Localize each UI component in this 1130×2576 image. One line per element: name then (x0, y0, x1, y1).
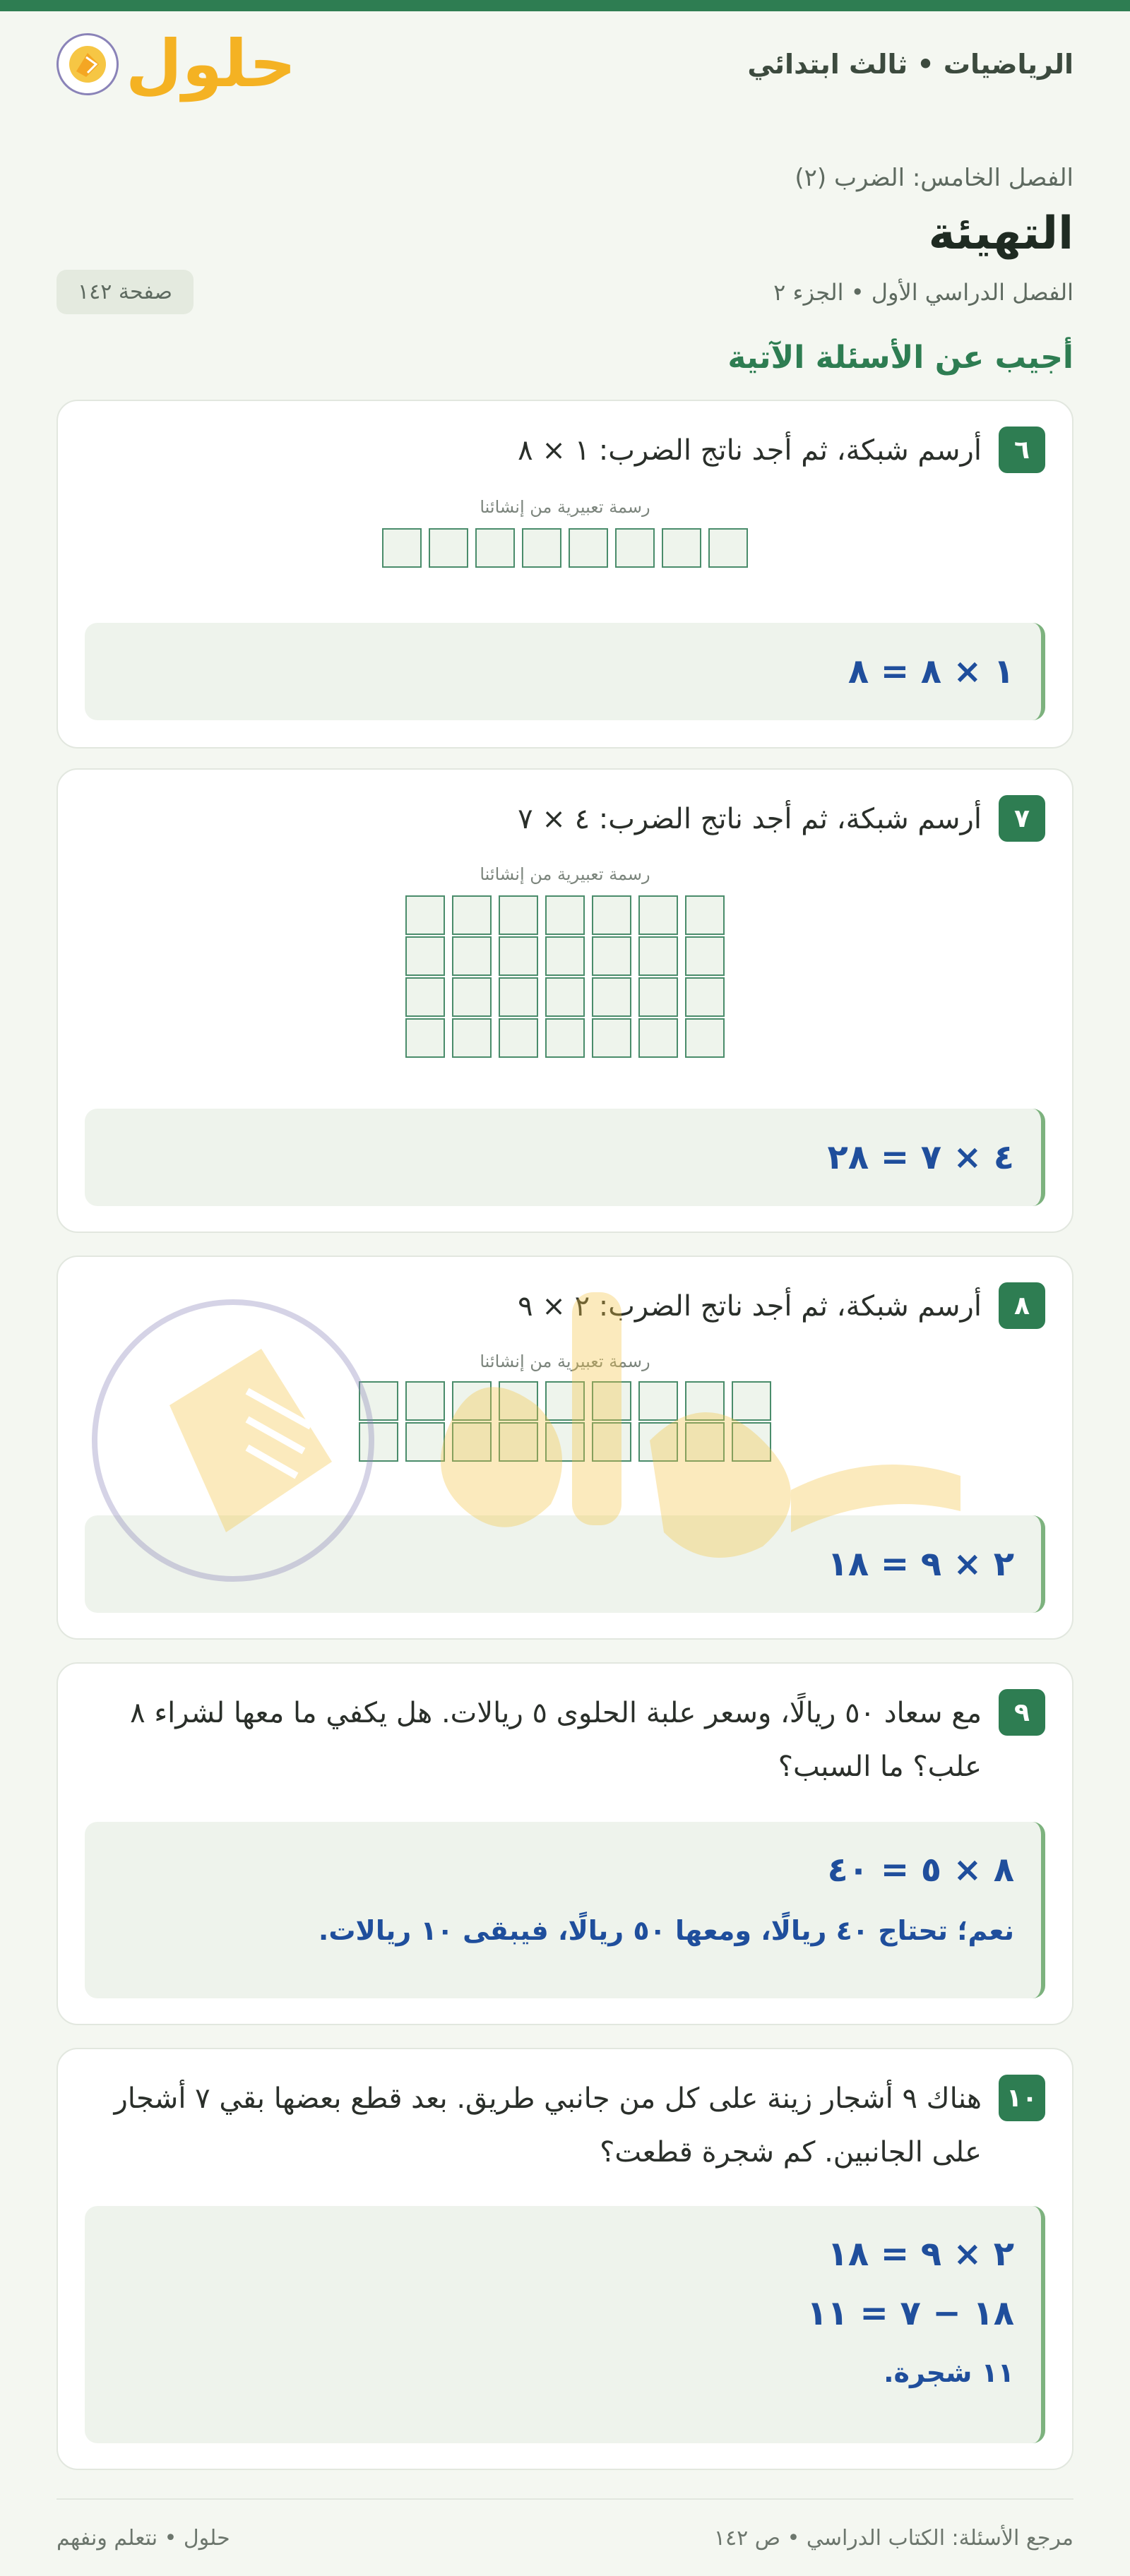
question-number: ١٠ (999, 2075, 1045, 2121)
grid-cell (732, 1422, 771, 1462)
grid-cell (685, 895, 725, 935)
question-text: أرسم شبكة، ثم أجد ناتج الضرب: ٢ × ٩ (518, 1290, 982, 1323)
grid-cell (452, 977, 492, 1017)
grid-cell (405, 936, 445, 976)
page-number-badge: صفحة ١٤٢ (56, 270, 194, 314)
question-card (56, 1256, 1074, 1640)
lesson-meta (0, 164, 1130, 314)
brand-logo[interactable] (56, 26, 297, 102)
grid-cell (708, 528, 748, 568)
question-text: أرسم شبكة، ثم أجد ناتج الضرب: ٤ × ٧ (518, 803, 982, 835)
grid-cell (592, 977, 631, 1017)
answer-explanation: نعم؛ تحتاج ٤٠ ريالًا، ومعها ٥٠ ريالًا، فيبقى ١٠ ريالات. (318, 1915, 1014, 1946)
grid-cell (638, 1381, 678, 1421)
grid-cell (499, 895, 538, 935)
answer-equation: ١٨ − ٧ = ١١ (807, 2294, 1014, 2333)
grid-cell (405, 1381, 445, 1421)
grid-cell (592, 895, 631, 935)
grid-cell (569, 528, 608, 568)
grid-cell (452, 1381, 492, 1421)
grid-cell (592, 1018, 631, 1058)
grid-cell (452, 895, 492, 935)
grid-cell (429, 528, 468, 568)
answer-explanation: ١١ شجرة. (884, 2357, 1014, 2388)
answer-equation: ١ × ٨ = ٨ (848, 652, 1014, 691)
page-header (0, 11, 1130, 117)
grid-cell (685, 1381, 725, 1421)
question-number: ٩ (999, 1689, 1045, 1736)
grid-cell (382, 528, 422, 568)
grid-cell (638, 1018, 678, 1058)
grid-cell (638, 895, 678, 935)
grid-cell (522, 528, 561, 568)
answer-box (85, 2206, 1045, 2443)
answer-equation: ٢ × ٩ = ١٨ (827, 1544, 1014, 1584)
answer-equation: ٤ × ٧ = ٢٨ (827, 1138, 1014, 1177)
answer-box (85, 1822, 1045, 1998)
reference-text: مرجع الأسئلة: الكتاب الدراسي • ص ١٤٢ (713, 2525, 1074, 2551)
page-footer (56, 2498, 1074, 2576)
logo-text: حلول (126, 26, 297, 102)
grid-cell (545, 1381, 585, 1421)
grid-cell (499, 1381, 538, 1421)
question-card (56, 2048, 1074, 2470)
section-title: أجيب عن الأسئلة الآتية (727, 340, 1074, 376)
grid-cell (545, 977, 585, 1017)
question-text: مع سعاد ٥٠ ريالًا، وسعر علبة الحلوى ٥ ريالات. هل يكفي ما معها لشراء ٨ علب؟ ما السبب؟ (130, 1697, 982, 1783)
grid-cell (685, 936, 725, 976)
grid-cell (592, 936, 631, 976)
question-number: ٧ (999, 795, 1045, 842)
question-text: أرسم شبكة، ثم أجد ناتج الضرب: ١ × ٨ (518, 434, 982, 467)
grid-cell (638, 936, 678, 976)
answer-box (85, 623, 1045, 720)
grid-cell (499, 936, 538, 976)
grid-cell (359, 1422, 398, 1462)
grid-cell (359, 1381, 398, 1421)
grid-cell (452, 1422, 492, 1462)
grid-cell (405, 1018, 445, 1058)
array-grid (58, 895, 1072, 1058)
footer-brand: حلول • نتعلم ونفهم (56, 2525, 230, 2551)
question-card (56, 768, 1074, 1233)
grid-cell (405, 977, 445, 1017)
grid-cell (638, 1422, 678, 1462)
grid-cell (452, 936, 492, 976)
page-title: التهيئة (928, 208, 1074, 260)
grid-cell (662, 528, 701, 568)
answer-equation: ٨ × ٥ = ٤٠ (827, 1850, 1014, 1890)
grid-cell (685, 1018, 725, 1058)
grid-cell (499, 977, 538, 1017)
grid-cell (685, 977, 725, 1017)
grid-cell (592, 1422, 631, 1462)
grid-cell (615, 528, 655, 568)
answer-box (85, 1515, 1045, 1613)
grid-cell (475, 528, 515, 568)
grid-cell (405, 1422, 445, 1462)
illustration-caption: رسمة تعبيرية من إنشائنا (480, 1352, 650, 1371)
grid-cell (499, 1018, 538, 1058)
semester-label: الفصل الدراسي الأول • الجزء ٢ (773, 278, 1074, 306)
question-number: ٨ (999, 1282, 1045, 1329)
grid-cell (545, 1018, 585, 1058)
grid-cell (545, 936, 585, 976)
question-text: هناك ٩ أشجار زينة على كل من جانبي طريق. بعد قطع بعضها بقي ٧ أشجار على الجانبين. كم شجرة قطعت؟ (114, 2082, 982, 2169)
grid-cell (732, 1381, 771, 1421)
answer-equation: ٢ × ٩ = ١٨ (827, 2234, 1014, 2274)
question-card (56, 400, 1074, 749)
grid-cell (452, 1018, 492, 1058)
grid-cell (592, 1381, 631, 1421)
top-accent-bar (0, 0, 1130, 11)
grid-cell (499, 1422, 538, 1462)
question-number: ٦ (999, 427, 1045, 473)
chapter-label: الفصل الخامس: الضرب (٢) (795, 164, 1074, 192)
grid-cell (685, 1422, 725, 1462)
grid-cell (638, 977, 678, 1017)
question-card (56, 1662, 1074, 2025)
grid-cell (545, 895, 585, 935)
illustration-caption: رسمة تعبيرية من إنشائنا (480, 497, 650, 517)
illustration-caption: رسمة تعبيرية من إنشائنا (480, 864, 650, 884)
grid-cell (545, 1422, 585, 1462)
answer-box (85, 1109, 1045, 1206)
subject-label: الرياضيات • ثالث ابتدائي (747, 49, 1074, 80)
array-grid (58, 528, 1072, 568)
array-grid (58, 1381, 1072, 1462)
grid-cell (405, 895, 445, 935)
book-icon (56, 33, 119, 95)
